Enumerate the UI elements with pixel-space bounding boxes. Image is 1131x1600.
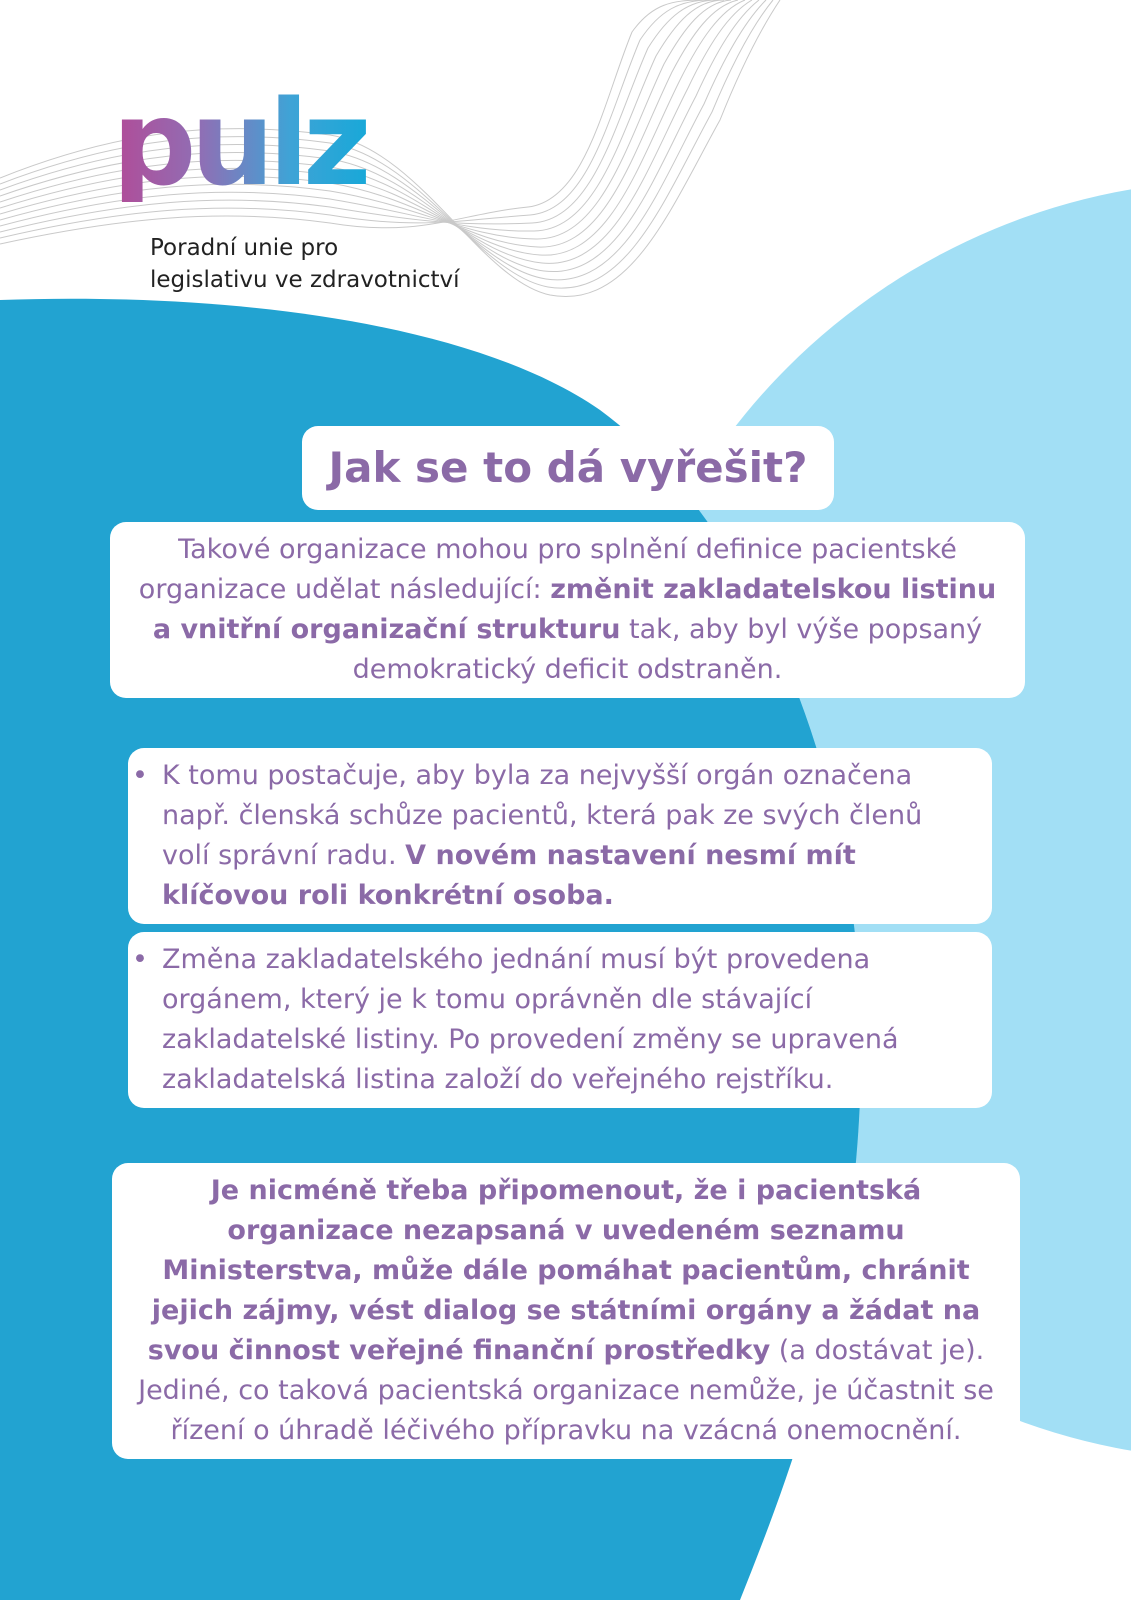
bullet-2-text: Změna zakladatelského jednání musí být provedena orgánem, který je k tomu oprávněn dle stávající zakladatelské listiny. Po provedení změny se upravená zakladatelská listina založí do veřejného rejstříku. <box>162 944 899 1095</box>
intro-bold: změnit zakladatelskou listinu a vnitřní organizační strukturu <box>152 574 997 645</box>
bullet-item-2 <box>128 932 992 1108</box>
bullet-item-1 <box>128 748 992 924</box>
bullet-marker: • <box>132 760 148 791</box>
logo-wordmark: pulz <box>112 74 366 212</box>
logo-subtitle-line1: Poradní unie pro <box>150 235 339 261</box>
logo-subtitle-line2: legislativu ve zdravotnictví <box>150 267 460 293</box>
note-paragraph <box>112 1163 1020 1459</box>
note-text: (a dostávat je). Jediné, co taková pacientská organizace nemůže, je účastnit se řízení o úhradě léčivého přípravku na vzácná onemocnění. <box>138 1335 994 1446</box>
logo-subtitle <box>150 232 460 296</box>
pulz-logo <box>112 74 492 302</box>
intro-text-1: Takové organizace mohou pro splnění definice pacientské organizace udělat následující: <box>138 534 957 605</box>
intro-text-2: tak, aby byl výše popsaný demokratický deficit odstraněn. <box>352 614 983 685</box>
bullet-1-text: K tomu postačuje, aby byla za nejvyšší orgán označena např. členská schůze pacientů, která pak ze svých členů volí správní radu. <box>162 760 923 871</box>
note-bold: Je nicméně třeba připomenout, že i pacientská organizace nezapsaná v uvedeném seznamu Ministerstva, může dále pomáhat pacientům, chránit jejich zájmy, vést dialog se státními orgány a žádat na svou činnost veřejné finanční prostředky <box>147 1175 981 1366</box>
page-title: Jak se to dá vyřešit? <box>302 426 834 510</box>
bullet-marker: • <box>132 944 148 975</box>
intro-paragraph <box>110 522 1025 698</box>
bullet-1-bold: V novém nastavení nesmí mít klíčovou roli konkrétní osoba. <box>162 840 856 911</box>
